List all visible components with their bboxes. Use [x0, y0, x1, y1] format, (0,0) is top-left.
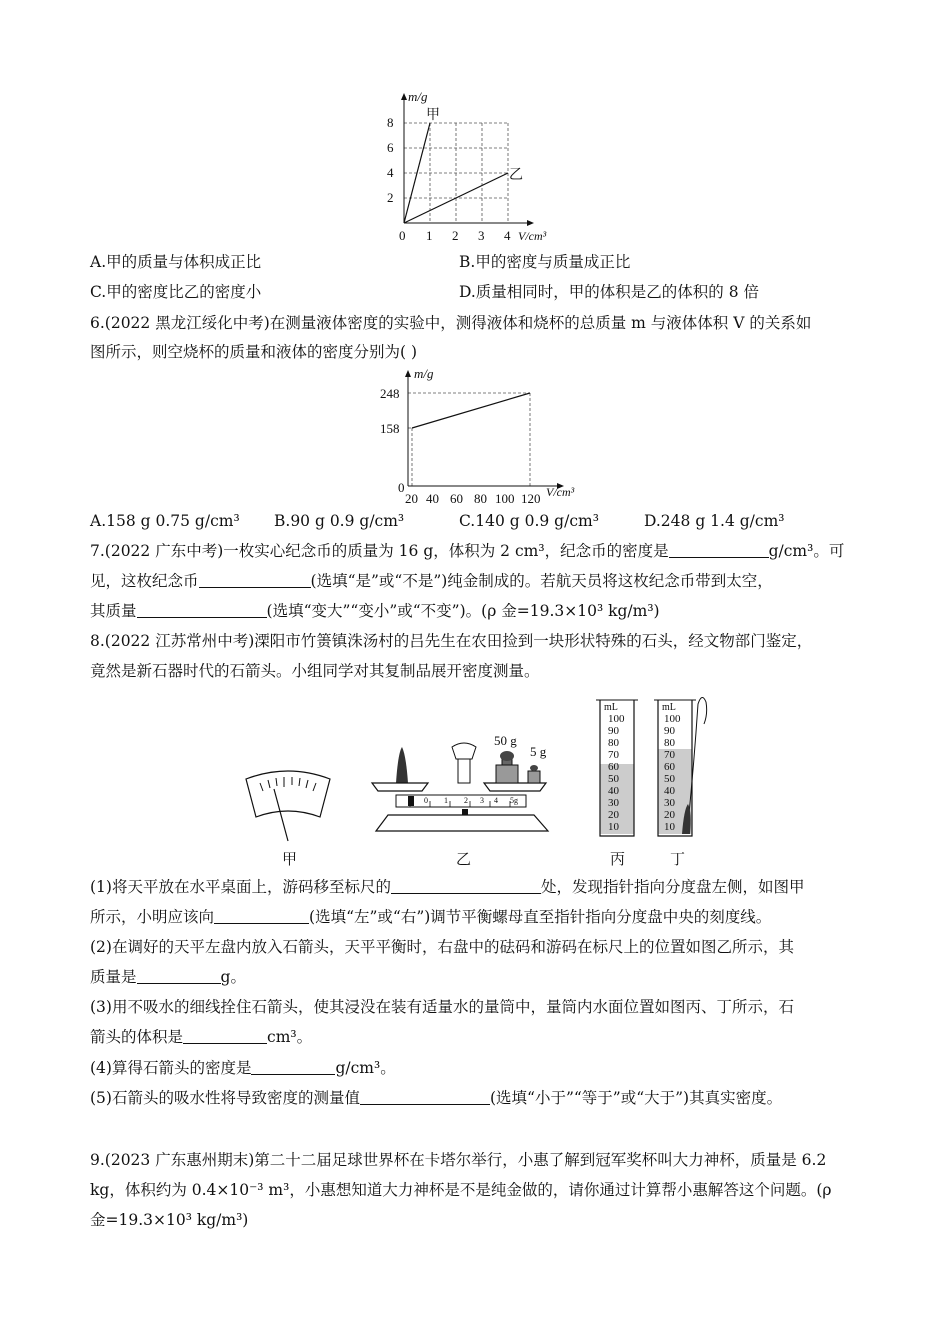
q6-text-line2: 图所示，则空烧杯的质量和液体的密度分别为( )	[90, 343, 418, 361]
q8-part4: (4)算得石箭头的密度是 g/cm³。	[90, 1059, 396, 1077]
scale-tick: 5g	[510, 796, 518, 805]
q7-blank-gold[interactable]	[199, 572, 311, 588]
graph2-xtick: 60	[450, 491, 463, 506]
scale-tick: 4	[494, 796, 498, 805]
graph2-ytick: 248	[380, 386, 400, 401]
q8-blank-mass[interactable]	[137, 968, 221, 984]
q8-part2-line1: (2)在调好的天平左盘内放入石箭头，天平平衡时，右盘中的砝码和游码在标尺上的位置如图乙所示，其	[90, 938, 794, 956]
weight-50-label: 50 g	[494, 733, 517, 748]
graph1-xtick: 3	[478, 228, 485, 243]
dial-figure	[238, 765, 338, 845]
graph1-ytick: 2	[387, 190, 394, 205]
graph1-grid	[404, 123, 508, 223]
scale-tick: 2	[464, 796, 468, 805]
graph1-ytick: 4	[387, 165, 394, 180]
cyl-tick: 60	[608, 761, 619, 773]
q8-part3-line1: (3)用不吸水的细线拴住石箭头，使其浸没在装有适量水的量筒中，量筒内水面位置如图丙、丁所示，石	[90, 998, 794, 1016]
q9-text-line3: 金=19.3×10³ kg/m³)	[90, 1211, 249, 1229]
figure-label-bing: 丙	[610, 850, 626, 868]
cylinder-unit: mL	[662, 702, 676, 713]
cyl-tick: 50	[664, 773, 675, 785]
graph1-xlabel: V/cm³	[518, 229, 547, 243]
cylinder-ding	[652, 694, 712, 844]
graph1-xtick: 4	[504, 228, 511, 243]
balance-figure	[368, 725, 558, 840]
q8-blank-volume[interactable]	[183, 1028, 267, 1044]
q8-blank-zero[interactable]	[391, 878, 541, 894]
q8-part1-line1: (1)将天平放在水平桌面上，游码移至标尺的 处，发现指针指向分度盘左侧，如图甲	[90, 878, 805, 896]
q5-option-c: C.甲的密度比乙的密度小	[90, 283, 262, 301]
q7-line2: 见，这枚纪念币 (选填“是”或“不是”)纯金制成的。若航天员将这枚纪念币带到太空，	[90, 572, 773, 590]
graph1-ylabel: m/g	[408, 89, 428, 104]
figure-label-jia: 甲	[282, 850, 298, 868]
cylinder-bing	[594, 694, 640, 844]
q7-line1: 7.(2022 广东中考)一枚实心纪念币的质量为 16 g，体积为 2 cm³，纪念币的密度是 g/cm³。可	[90, 542, 845, 560]
cyl-tick: 30	[608, 797, 619, 809]
graph-mass-volume-2	[360, 368, 600, 508]
cyl-tick: 70	[664, 749, 675, 761]
graph1-label-jia: 甲	[426, 108, 440, 123]
q9-text-line1: 9.(2023 广东惠州期末)第二十二届足球世界杯在卡塔尔举行，小惠了解到冠军奖杯叫大力神杯，质量是 6.2	[90, 1151, 827, 1169]
graph2-xtick: 40	[426, 491, 439, 506]
scale-tick: 3	[480, 796, 484, 805]
figure-label-ding: 丁	[670, 850, 686, 868]
cyl-tick: 40	[664, 785, 675, 797]
cylinder-unit: mL	[604, 702, 618, 713]
figure-label-yi: 乙	[456, 850, 472, 868]
q8-part1-line2: 所示，小明应该向 (选填“左”或“右”)调节平衡螺母直至指针指向分度盘中央的刻度线。	[90, 908, 772, 926]
q7-line3: 其质量 (选填“变大”“变小”或“不变”)。(ρ 金=19.3×10³ kg/m³)	[90, 602, 660, 620]
cyl-tick: 60	[664, 761, 675, 773]
q5-option-a: A.甲的质量与体积成正比	[90, 253, 262, 271]
graph2-ytick: 158	[380, 421, 400, 436]
graph2-xtick: 120	[521, 491, 541, 506]
cyl-tick: 80	[664, 737, 675, 749]
q9-text-line2: kg，体积约为 0.4×10⁻³ m³，小惠想知道大力神杯是不是纯金做的，请你通过计算帮小惠解答这个问题。(ρ	[90, 1181, 832, 1199]
q7-blank-density[interactable]	[669, 542, 769, 558]
scale-tick: 1	[444, 796, 448, 805]
graph1-ytick: 8	[387, 115, 394, 130]
cyl-tick: 80	[608, 737, 619, 749]
graph2-ylabel: m/g	[414, 368, 434, 381]
graph2-xlabel: V/cm³	[546, 485, 575, 499]
graph2-xtick: 100	[495, 491, 515, 506]
cyl-tick: 20	[608, 809, 619, 821]
graph2-xtick: 20	[405, 491, 418, 506]
cyl-tick: 70	[608, 749, 619, 761]
cyl-tick: 100	[608, 713, 625, 725]
graph1-xtick: 0	[399, 228, 406, 243]
q6-option-b: B.90 g 0.9 g/cm³	[274, 512, 405, 530]
q8-text-line2: 竟然是新石器时代的石箭头。小组同学对其复制品展开密度测量。	[90, 662, 540, 680]
cyl-tick: 90	[664, 725, 675, 737]
cyl-tick: 40	[608, 785, 619, 797]
cyl-tick: 100	[664, 713, 681, 725]
q7-blank-mass[interactable]	[137, 602, 267, 618]
q8-blank-compare[interactable]	[360, 1089, 490, 1105]
q5-option-b: B.甲的密度与质量成正比	[459, 253, 631, 271]
q8-part5: (5)石箭头的吸水性将导致密度的测量值 (选填“小于”“等于”或“大于”)其真实密度。	[90, 1089, 783, 1107]
scale-tick: 0	[424, 796, 428, 805]
cyl-tick: 90	[608, 725, 619, 737]
cyl-tick: 50	[608, 773, 619, 785]
cyl-tick: 10	[608, 821, 619, 833]
graph-mass-volume-1	[380, 85, 570, 245]
q6-option-c: C.140 g 0.9 g/cm³	[459, 512, 599, 530]
cyl-tick: 30	[664, 797, 675, 809]
graph2-data-line	[412, 393, 530, 428]
graph1-ytick: 6	[387, 140, 394, 155]
q8-blank-direction[interactable]	[214, 908, 309, 924]
q8-part3-line2: 箭头的体积是 cm³。	[90, 1028, 313, 1046]
q6-option-a: A.158 g 0.75 g/cm³	[90, 512, 240, 530]
graph2-xtick: 80	[474, 491, 487, 506]
q6-text-line1: 6.(2022 黑龙江绥化中考)在测量液体密度的实验中，测得液体和烧杯的总质量 m 与液体体积 V 的关系如	[90, 314, 812, 332]
cyl-tick: 10	[664, 821, 675, 833]
cyl-tick: 20	[664, 809, 675, 821]
q6-option-d: D.248 g 1.4 g/cm³	[644, 512, 785, 530]
q8-part2-line2: 质量是 g。	[90, 968, 246, 986]
q8-blank-density[interactable]	[251, 1059, 335, 1075]
graph1-xtick: 2	[452, 228, 459, 243]
q5-option-d: D.质量相同时，甲的体积是乙的体积的 8 倍	[459, 283, 760, 301]
graph2-ytick: 0	[398, 480, 405, 495]
graph1-xtick: 1	[426, 228, 433, 243]
graph1-label-yi: 乙	[509, 168, 523, 183]
q8-text-line1: 8.(2022 江苏常州中考)溧阳市竹箦镇洙汤村的吕先生在农田捡到一块形状特殊的石头，经文物部门鉴定，	[90, 632, 813, 650]
weight-5-label: 5 g	[530, 744, 547, 759]
